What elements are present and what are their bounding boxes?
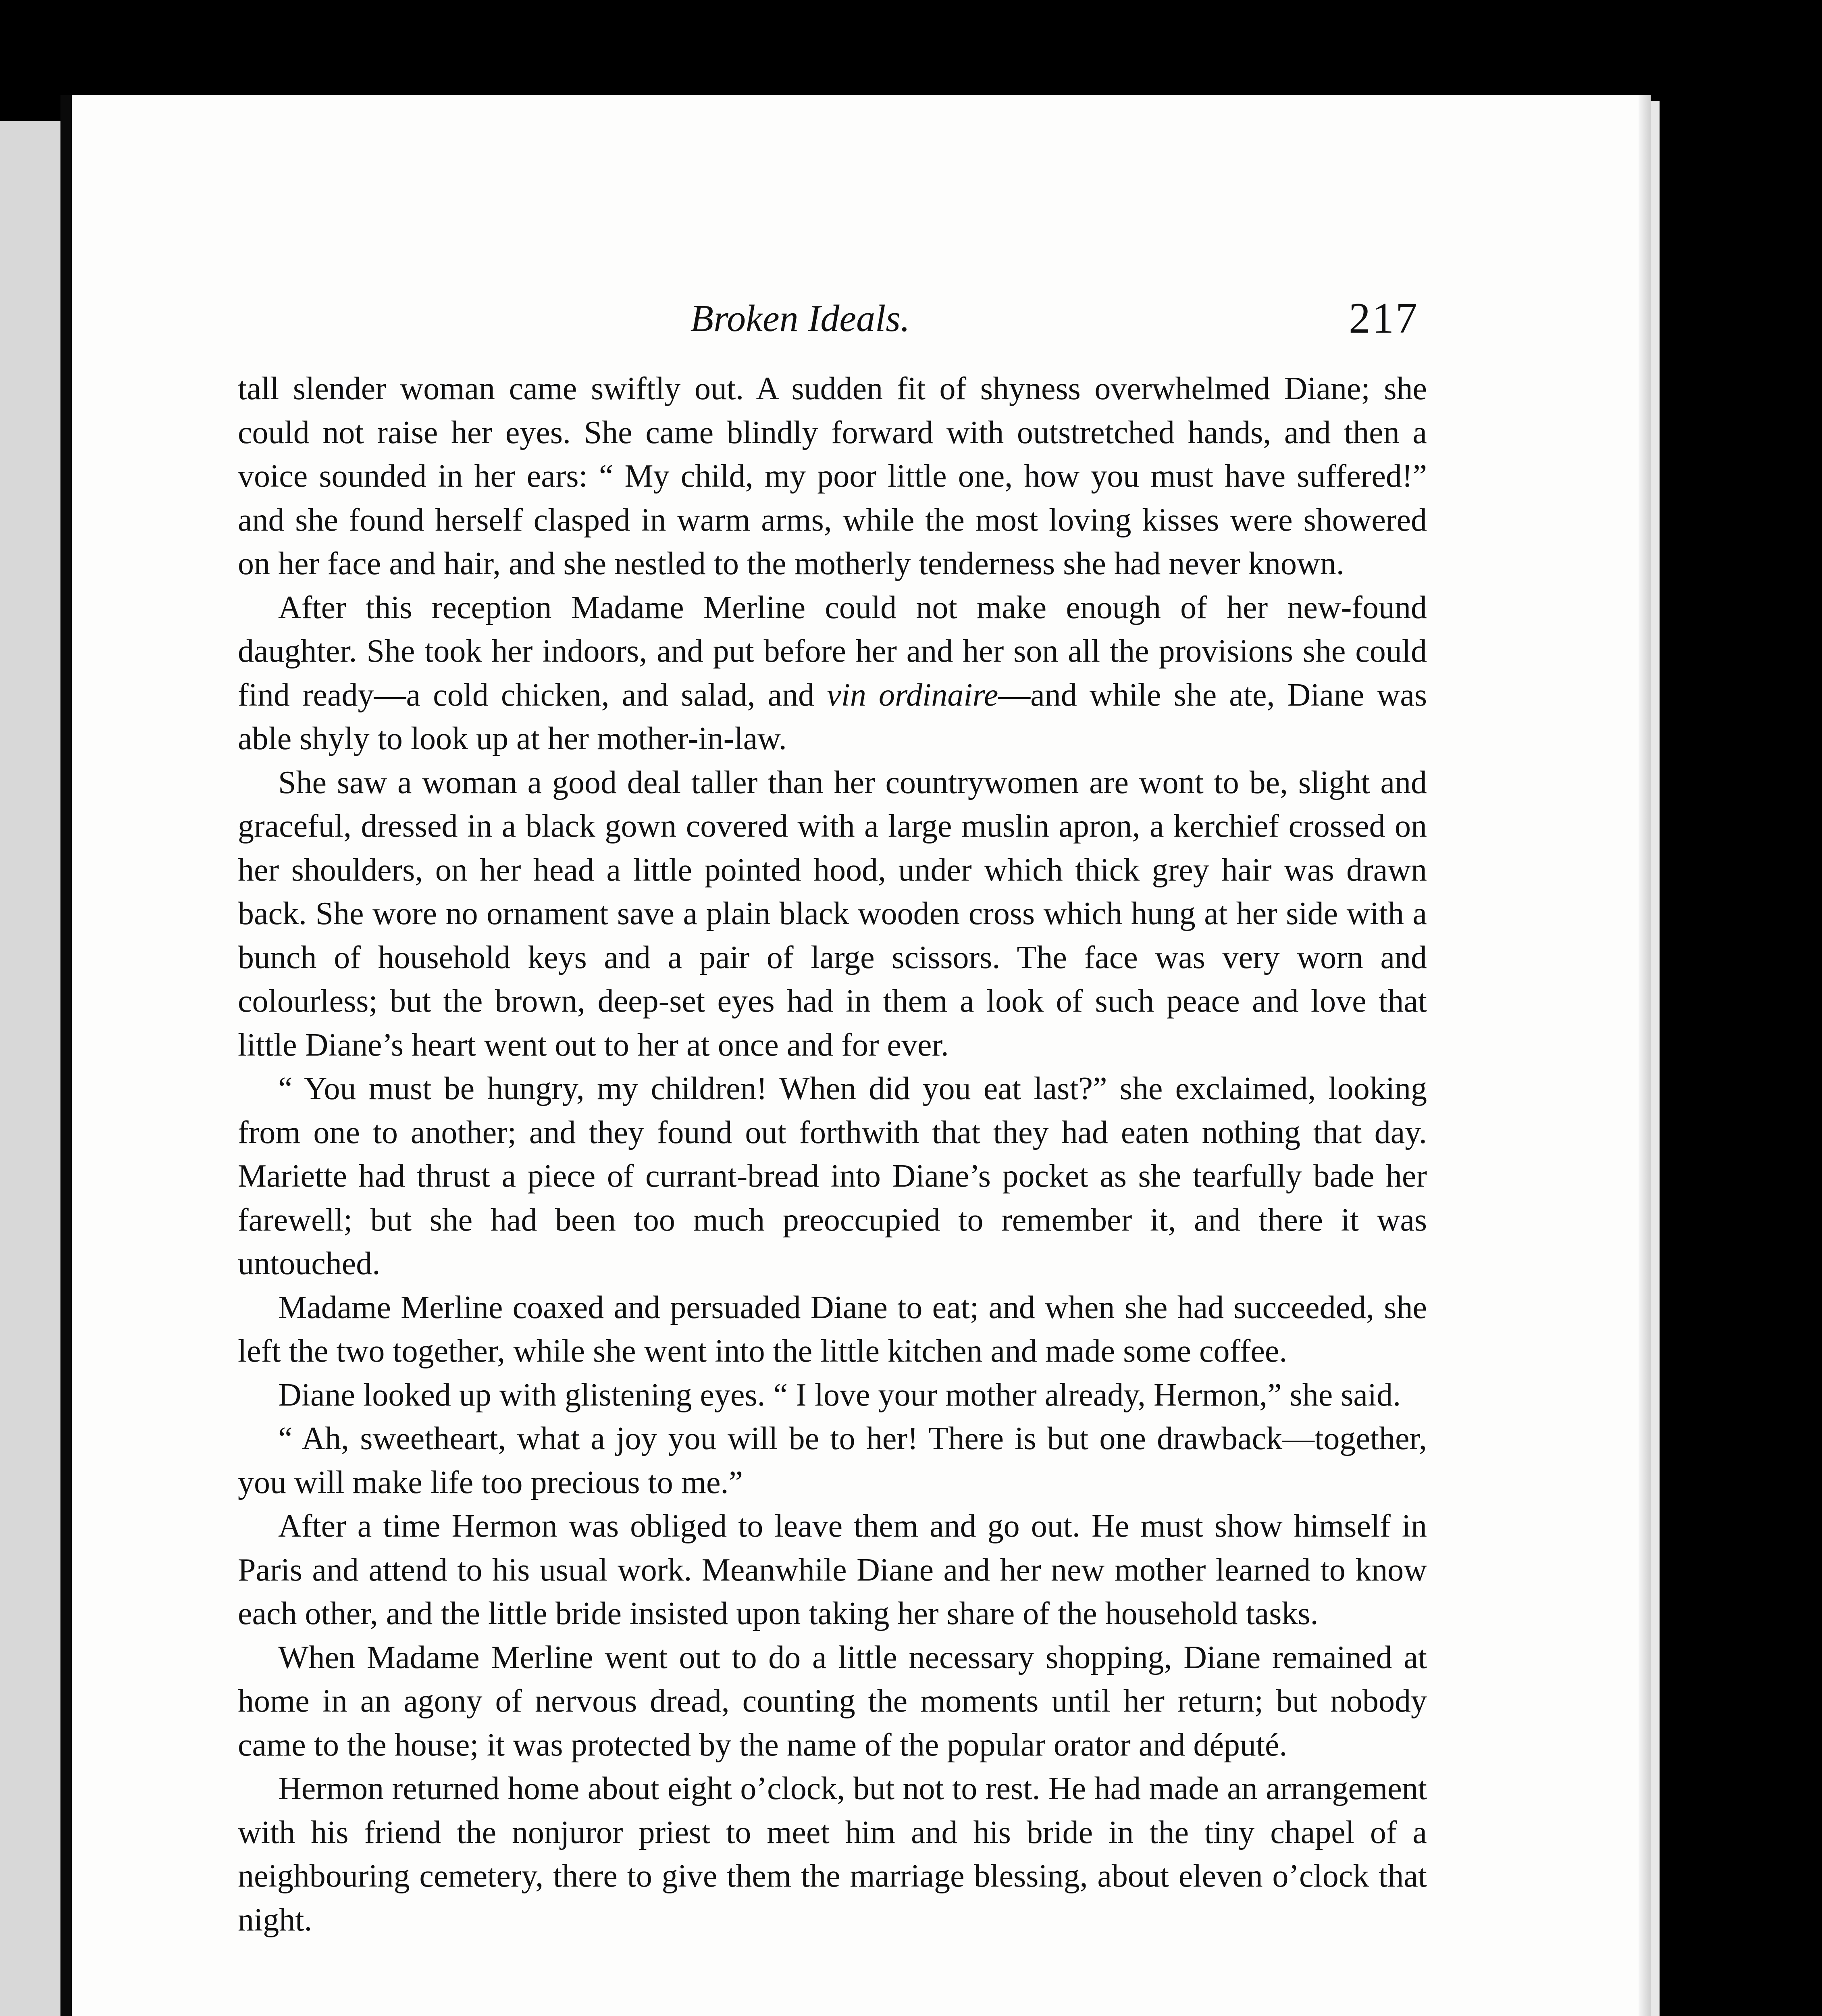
paragraph — [238, 1286, 1427, 1373]
text-segment: She saw a woman a good deal taller than her countrywomen are wont to be, slight and graceful, dressed in a black gown covered with a large muslin apron, a kerchief crossed on her shoulders, on her head a little pointed hood, under which thick grey hair was drawn back. She wore no ornament save a plain black wooden cross which hung at her side with a bunch of household keys and a pair of large scissors. The face was very worn and colourless; but the brown, deep-set eyes had in them a look of such peace and love that little Diane’s heart went out to her at once and for ever. — [238, 764, 1427, 1063]
running-header — [181, 290, 1419, 347]
paragraph — [238, 1417, 1427, 1504]
page-edge-shadow — [1639, 95, 1651, 2016]
text-segment: After this reception Madame Merline could not make enough of her new-found daughter. She took her indoors, and put before her and her son all the provisions she could find ready—a cold chicken, and salad, and — [238, 589, 1427, 713]
text-segment: Madame Merline coaxed and persuaded Diane to eat; and when she had succeeded, she left the two together, while she went into the little kitchen and made some coffee. — [238, 1289, 1427, 1369]
text-segment: —and while she ate, Diane was able shyly to look up at her mother-in-law. — [238, 677, 1427, 756]
page-stack-edge — [1651, 101, 1660, 2016]
body-text — [238, 367, 1427, 1942]
paragraph — [238, 1373, 1427, 1417]
text-segment: Diane looked up with glistening eyes. “ I love your mother already, Hermon,” she said. — [278, 1377, 1401, 1413]
paragraph — [238, 1767, 1427, 1942]
page-number: 217 — [1349, 294, 1419, 342]
text-segment: When Madame Merline went out to do a little necessary shopping, Diane remained at home in an agony of nervous dread, counting the moments until her return; but nobody came to the house; it was protected by the name of the popular orator and député. — [238, 1639, 1427, 1763]
paragraph — [238, 367, 1427, 586]
paragraph — [238, 1504, 1427, 1636]
running-title: Broken Ideals. — [690, 298, 910, 339]
italic-phrase: vin ordinaire — [827, 677, 998, 713]
text-segment: After a time Hermon was obliged to leave them and go out. He must show himself in Paris and attend to his usual work. Meanwhile Diane and her new mother learned to know each other, and the little bride insisted upon taking her share of the household tasks. — [238, 1508, 1427, 1631]
text-segment: Hermon returned home about eight o’clock, but not to rest. He had made an arrangement with his friend the nonjuror priest to meet him and his bride in the tiny chapel of a neighbouring cemetery, there to give them the marriage blessing, about eleven o’clock that night. — [238, 1771, 1427, 1938]
facing-page-edge — [0, 121, 66, 2016]
paragraph — [238, 761, 1427, 1067]
paragraph — [238, 1636, 1427, 1767]
paragraph — [238, 1067, 1427, 1286]
text-segment: “ You must be hungry, my children! When did you eat last?” she exclaimed, looking from one to another; and they found out forthwith that they had eaten nothing that day. Mariette had thrust a piece of currant-bread into Diane’s pocket as she tearfully bade her farewell; but she had been too much preoccupied to remember it, and there it was untouched. — [238, 1071, 1427, 1281]
text-segment: “ Ah, sweetheart, what a joy you will be to her! There is but one drawback—together, you will make life too precious to me.” — [238, 1421, 1427, 1500]
paragraph — [238, 586, 1427, 761]
text-segment: tall slender woman came swiftly out. A sudden fit of shyness overwhelmed Diane; she could not raise her eyes. She came blindly forward with outstretched hands, and then a voice sounded in her ears: “ My child, my poor little one, how you must have suffered!” and she found herself clasped in warm arms, while the most loving kisses were showered on her face and hair, and she nestled to the motherly tenderness she had never known. — [238, 371, 1427, 581]
